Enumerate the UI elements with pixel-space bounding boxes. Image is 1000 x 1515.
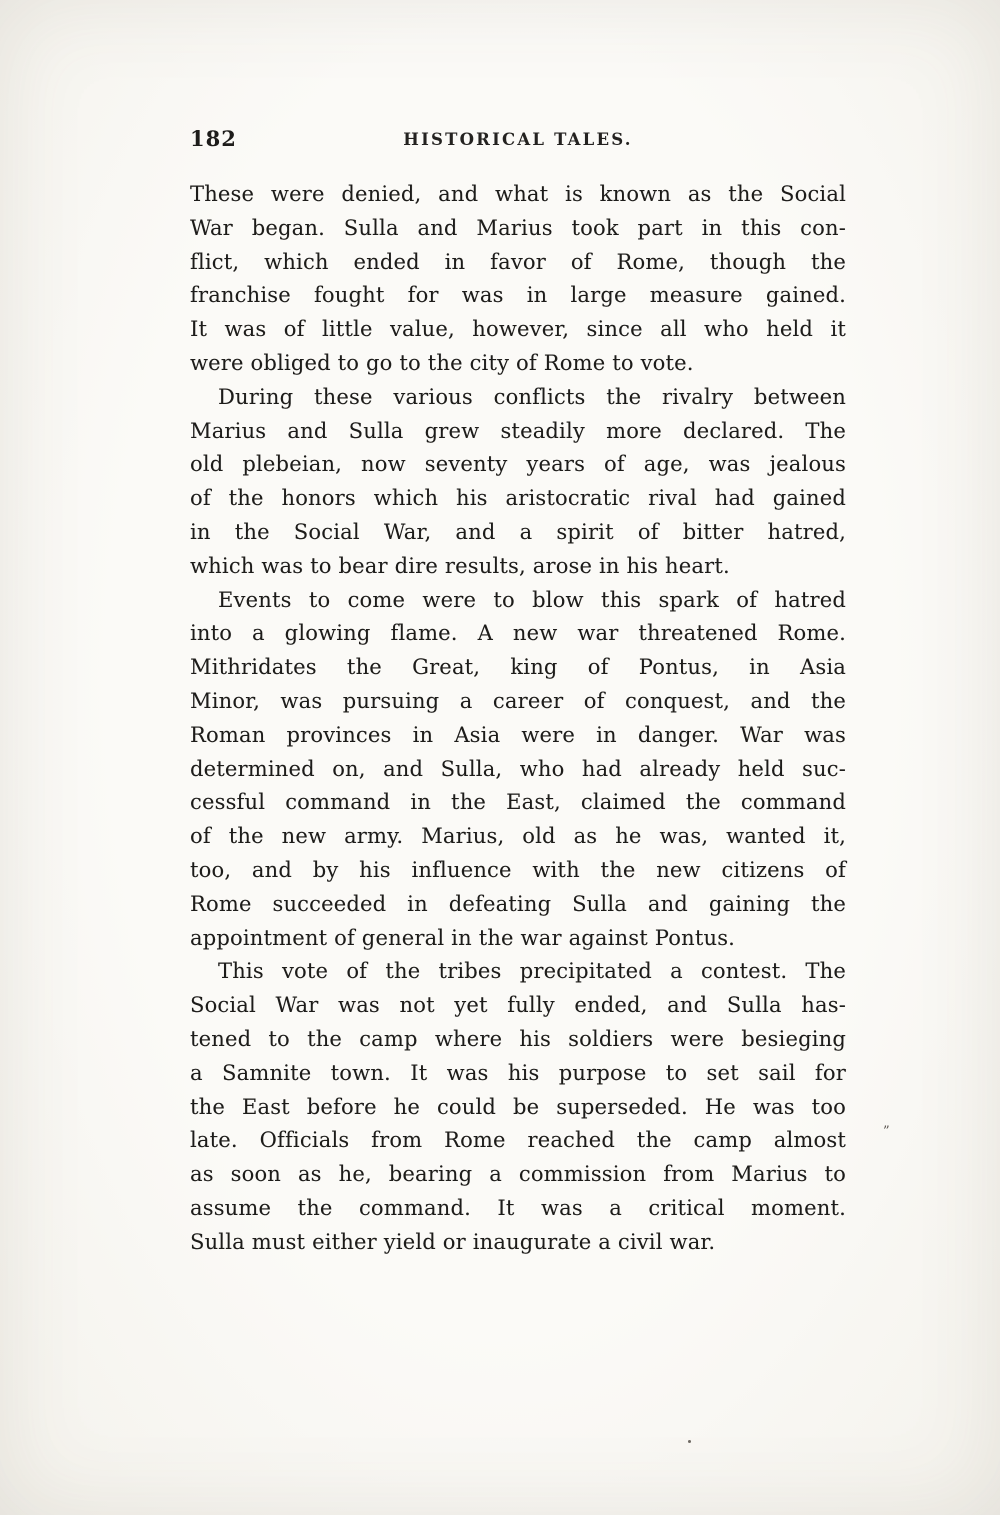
text-line: Events to come were to blow this spark of hatred <box>218 587 846 612</box>
text-line: late. Officials from Rome reached the camp almost <box>190 1128 846 1153</box>
text-line: This vote of the tribes precipitated a contest. The <box>218 959 846 984</box>
text-line: as soon as he, bearing a commission from Marius to <box>190 1162 846 1187</box>
text-line: Roman provinces in Asia were in danger. War was <box>190 722 846 747</box>
page-number: 182 <box>190 126 237 151</box>
text-line: in the Social War, and a spirit of bitter hatred, <box>190 519 846 544</box>
scan-artifact-speck <box>688 1440 691 1443</box>
scan-artifact-mark: ” <box>883 1124 890 1139</box>
paragraph <box>190 955 846 1259</box>
paragraph <box>190 178 846 381</box>
paragraph <box>190 584 846 956</box>
text-line: tened to the camp where his soldiers were besieging <box>190 1026 846 1051</box>
text-line: assume the command. It was a critical moment. <box>190 1195 846 1220</box>
text-line: old plebeian, now seventy years of age, was jealous <box>190 452 846 477</box>
text-line: into a glowing flame. A new war threatened Rome. <box>190 621 846 646</box>
text-line: determined on, and Sulla, who had already held suc- <box>190 756 846 781</box>
text-line: a Samnite town. It was his purpose to set sail for <box>190 1060 846 1085</box>
text-line: Minor, was pursuing a career of conquest, and the <box>190 688 846 713</box>
running-title: HISTORICAL TALES. <box>403 130 633 149</box>
text-line: War began. Sulla and Marius took part in this con- <box>190 215 846 240</box>
text-line: Social War was not yet fully ended, and Sulla has- <box>190 993 846 1018</box>
text-line: which was to bear dire results, arose in his heart. <box>190 553 730 578</box>
text-line: Rome succeeded in defeating Sulla and gaining the <box>190 891 846 916</box>
text-line: franchise fought for was in large measure gained. <box>190 283 846 308</box>
paragraph <box>190 381 846 584</box>
text-line: Mithridates the Great, king of Pontus, in Asia <box>190 655 846 680</box>
text-line: appointment of general in the war against Pontus. <box>190 925 736 950</box>
text-line: were obliged to go to the city of Rome to vote. <box>190 350 694 375</box>
text-line: of the honors which his aristocratic rival had gained <box>190 486 846 511</box>
text-line: the East before he could be superseded. He was too <box>190 1094 846 1119</box>
text-line: It was of little value, however, since all who held it <box>190 317 846 342</box>
text-line: too, and by his influence with the new citizens of <box>190 857 846 882</box>
text-block <box>190 178 846 1260</box>
text-line: These were denied, and what is known as the Social <box>190 182 846 206</box>
text-line: cessful command in the East, claimed the command <box>190 790 846 815</box>
text-line: During these various conflicts the rivalry between <box>218 384 846 409</box>
page-header <box>190 126 846 158</box>
text-line: of the new army. Marius, old as he was, wanted it, <box>190 824 846 849</box>
text-line: flict, which ended in favor of Rome, though the <box>190 249 846 274</box>
text-line: Marius and Sulla grew steadily more declared. The <box>190 418 846 443</box>
text-line: Sulla must either yield or inaugurate a civil war. <box>190 1229 716 1254</box>
